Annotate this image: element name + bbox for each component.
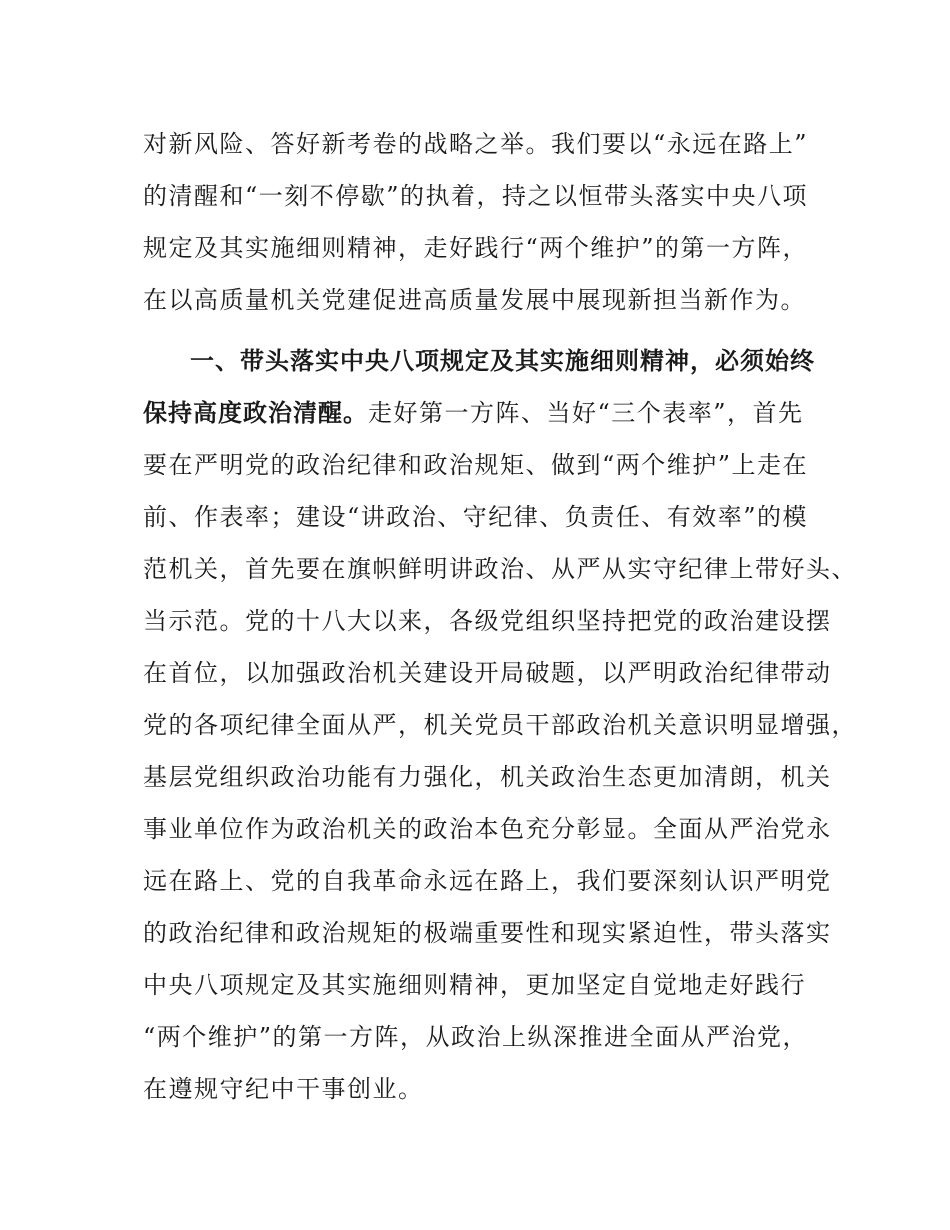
text-line: 党的各项纪律全面从严，机关党员干部政治机关意识明显增强， [143,711,857,739]
section-one-paragraph [143,335,857,1115]
text-line: 前、作表率；建设“讲政治、守纪律、负责任、有效率”的模 [143,503,809,531]
text-line-rest: 走好第一方阵、当好“三个表率”，首先 [368,399,804,427]
text-line: 在首位，以加强政治机关建设开局破题，以严明政治纪律带动 [143,659,832,687]
text-line: “两个维护”的第一方阵，从政治上纵深推进全面从严治党， [143,1023,809,1051]
text-line: 的清醒和“一刻不停歇”的执着，持之以恒带头落实中央八项 [143,182,809,210]
text-line: 事业单位作为政治机关的政治本色充分彰显。全面从严治党永 [143,815,832,843]
intro-paragraph [143,118,843,326]
section-heading-continuation: 保持高度政治清醒。 [143,399,368,427]
text-line: 在以高质量机关党建促进高质量发展中展现新担当新作为。 [143,286,806,314]
text-line: 范机关，首先要在旗帜鲜明讲政治、从严从实守纪律上带好头、 [143,555,857,583]
text-line: 远在路上、党的自我革命永远在路上，我们要深刻认识严明党 [143,867,832,895]
text-line: 的政治纪律和政治规矩的极端重要性和现实紧迫性，带头落实 [143,919,832,947]
text-line: 中央八项规定及其实施细则精神，更加坚定自觉地走好践行 [143,971,806,999]
text-line: 在遵规守纪中干事创业。 [143,1075,424,1103]
text-line: 要在严明党的政治纪律和政治规矩、做到“两个维护”上走在 [143,451,809,479]
text-line: 规定及其实施细则精神，走好践行“两个维护”的第一方阵， [143,234,809,262]
text-line: 对新风险、答好新考卷的战略之举。我们要以“永远在路上” [143,130,809,158]
text-line: 当示范。党的十八大以来，各级党组织坚持把党的政治建设摆 [143,607,832,635]
section-heading: 一、带头落实中央八项规定及其实施细则精神，必须始终 [190,347,815,375]
text-line [143,387,843,439]
text-line: 基层党组织政治功能有力强化，机关政治生态更加清朗，机关 [143,763,832,791]
